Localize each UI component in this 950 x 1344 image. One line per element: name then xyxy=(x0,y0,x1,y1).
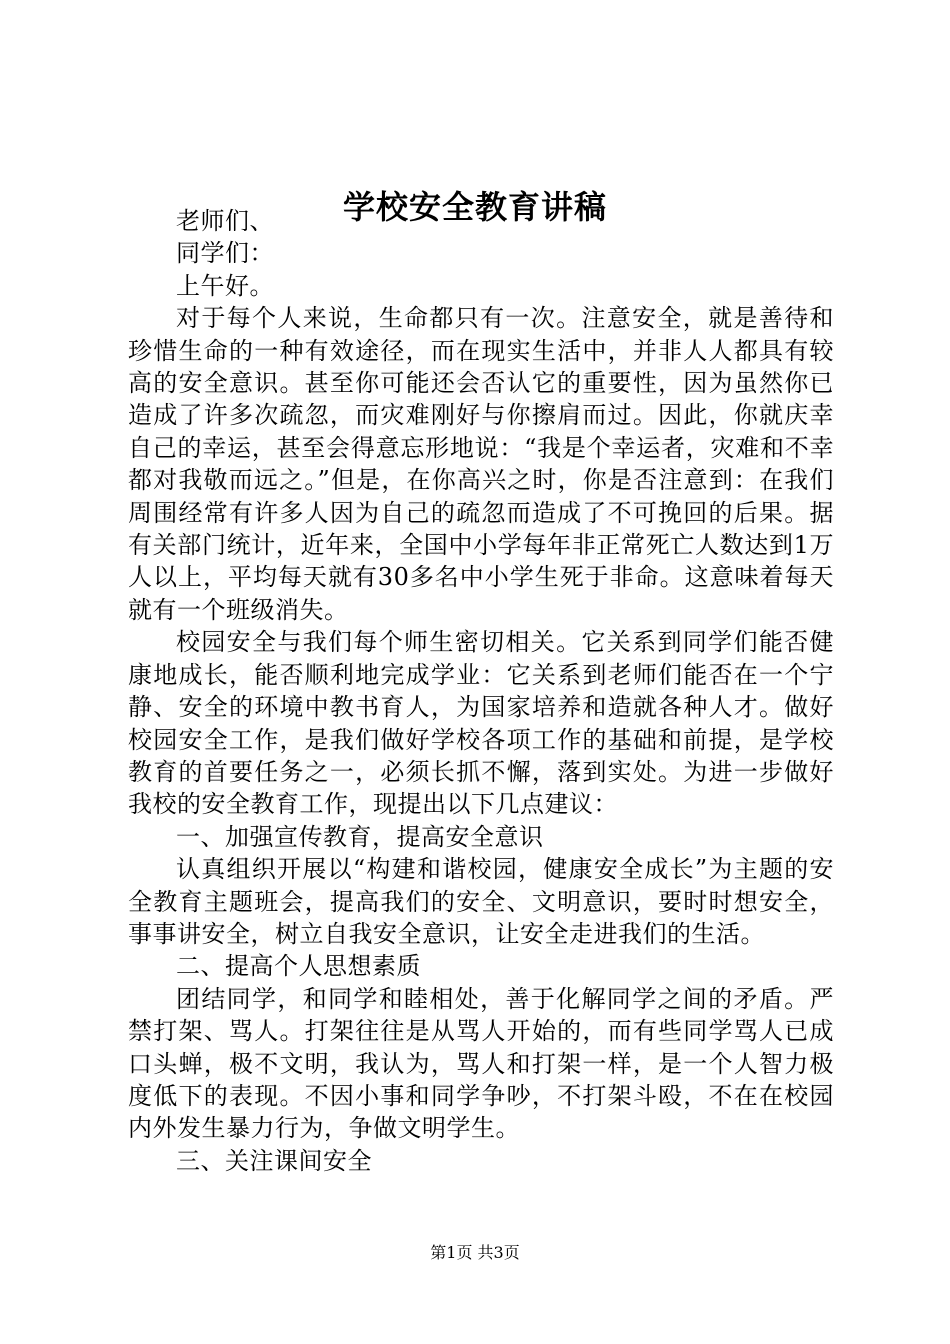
document-title: 学校安全教育讲稿 xyxy=(342,188,607,226)
paragraph-section-1: 认真组织开展以“构建和谐校园，健康安全成长”为主题的安全教育主题班会，提高我们的安全、文明意识，要时时想安全，事事讲安全，树立自我安全意识，让安全走进我们的生活。 xyxy=(128,855,834,948)
paragraph-section-2: 团结同学，和同学和睦相处，善于化解同学之间的矛盾。严禁打架、骂人。打架往往是从骂人开始的，而有些同学骂人已成口头蝉，极不文明，我认为，骂人和打架一样，是一个人智力极度低下的表现。不因小事和同学争吵，不打架斗殴，不在在校园内外发生暴力行为，争做文明学生。 xyxy=(128,984,834,1143)
page-number-footer: 第1页 共3页 xyxy=(430,1243,520,1262)
paragraph-life-safety: 对于每个人来说，生命都只有一次。注意安全，就是善待和珍惜生命的一种有效途径，而在现实生活中，并非人人都具有较高的安全意识。甚至你可能还会否认它的重要性，因为虽然你已造成了许多次疏忽，而灾难刚好与你擦肩而过。因此，你就庆幸自己的幸运，甚至会得意忘形地说：“我是个幸运者，灾难和不幸都对我敬而远之。”但是，在你高兴之时，你是否注意到：在我们周围经常有许多人因为自己的疏忽而造成了不可挽回的后果。据有关部门统计，近年来，全国中小学每年非正常死亡人数达到1万人以上，平均每天就有30多名中小学生死于非命。这意味着每天就有一个班级消失。 xyxy=(128,304,834,624)
greeting-students: 同学们： xyxy=(176,239,274,268)
document-body xyxy=(128,205,834,1177)
section-heading-1: 一、加强宣传教育，提高安全意识 xyxy=(176,822,544,851)
greeting-morning: 上午好。 xyxy=(176,271,274,300)
paragraph-campus-safety: 校园安全与我们每个师生密切相关。它关系到同学们能否健康地成长，能否顺利地完成学业：它关系到老师们能否在一个宁静、安全的环境中教书育人，为国家培养和造就各种人才。做好校园安全工作，是我们做好学校各项工作的基础和前提，是学校教育的首要任务之一，必须长抓不懈，落到实处。为进一步做好我校的安全教育工作，现提出以下几点建议： xyxy=(128,628,834,819)
section-heading-2: 二、提高个人思想素质 xyxy=(176,952,421,981)
greeting-teachers: 老师们、 xyxy=(176,207,274,235)
section-heading-3: 三、关注课间安全 xyxy=(176,1146,372,1175)
